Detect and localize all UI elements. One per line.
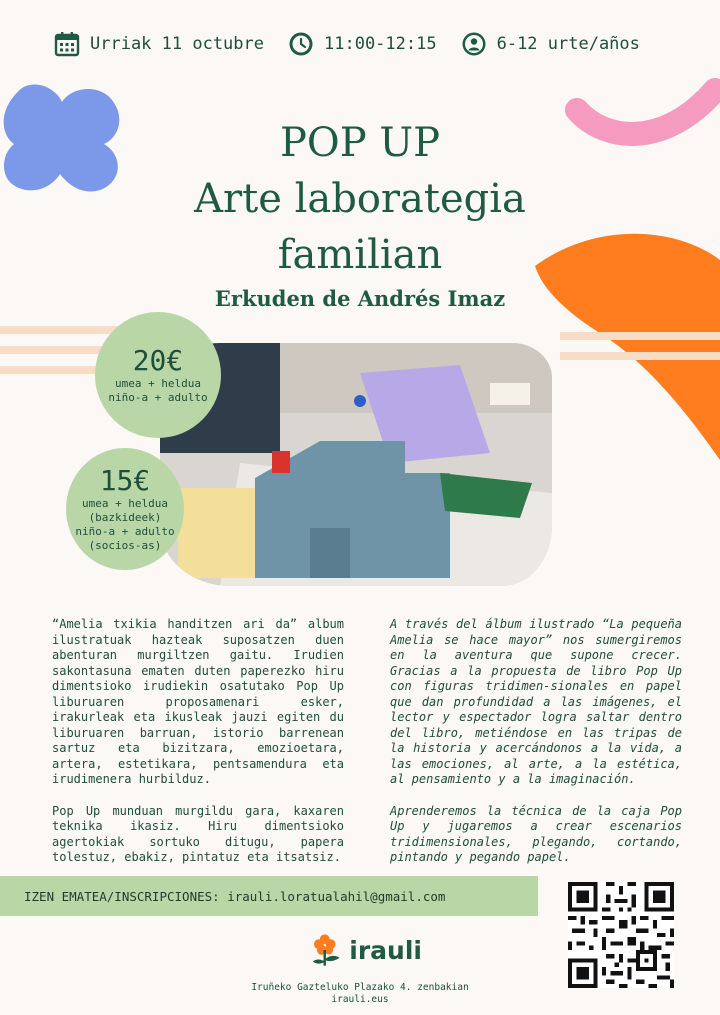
website-line: irauli.eus — [331, 994, 389, 1005]
price-line: umea + heldua — [114, 377, 202, 390]
paragraph: Aprenderemos la técnica de la caja Pop Up y jugaremos a crear escenarios tridimensionales, plegando, cortando, pintando y pegando papel. — [390, 803, 682, 864]
title-line-2: Arte laborategia — [194, 176, 526, 222]
event-info-row — [54, 28, 674, 60]
age-info — [461, 31, 640, 57]
title-line-3: familian — [277, 232, 443, 278]
time-text: 11:00-12:15 — [324, 34, 437, 54]
price-circle-members — [66, 448, 184, 570]
date-text: Urriak 11 octubre — [90, 34, 264, 54]
date-info — [54, 31, 264, 57]
event-title — [110, 115, 610, 283]
time-info — [288, 31, 437, 57]
calendar-icon — [54, 31, 80, 57]
peach-stripes-right — [560, 322, 720, 382]
price-line: niño-a + adulto — [75, 525, 175, 538]
price-line: niño-a + adulto — [108, 391, 208, 404]
irauli-logo — [312, 930, 422, 970]
price-circle-standard — [95, 312, 221, 438]
title-line-1: POP UP — [280, 120, 440, 166]
paragraph: Pop Up munduan murgildu gara, kaxaren teknika ikasiz. Hiru dimentsioko agertokiak sortuko ditugu, papera tolestuz, ebakiz, pintatuz eta itsatsiz. — [52, 803, 344, 864]
age-text: 6-12 urte/años — [496, 34, 640, 54]
description-basque — [52, 617, 344, 882]
flower-logo-icon — [312, 932, 347, 968]
logo-text: irauli — [349, 935, 422, 965]
paragraph: “Amelia txikia handitzen ari da” album ilustratuak hazteak suposatzen duen abenturan murgiltzen gaitu. Irudien sakontasuna ematen duten paperezko hiru dimentsioko irudiekin osatutako Pop Up liburuaren proposamenari esker, irakurleak eta ikusleak jauzi egiten du liburuaren barruan, istorio barrenean sartuz eta bizitzara, emozioetara, artera, estetikara, pentsamendura eta irudimenera hurbilduz. — [52, 617, 344, 786]
registration-bar — [0, 876, 538, 916]
user-icon — [461, 31, 487, 57]
price-line: (bazkideek) — [88, 511, 162, 524]
description-spanish — [390, 617, 682, 882]
qr-code[interactable] — [568, 882, 674, 988]
price-line: (socios-as) — [88, 539, 162, 552]
price-amount: 20€ — [132, 344, 184, 377]
price-line: umea + heldua — [81, 497, 169, 510]
registration-text: IZEN EMATEA/INSCRIPCIONES: irauli.loratualahil@gmail.com — [24, 888, 446, 904]
address-block — [150, 982, 570, 1006]
clock-icon — [288, 31, 314, 57]
price-amount: 15€ — [99, 464, 151, 497]
author-name: Erkuden de Andrés Imaz — [214, 286, 506, 311]
paragraph: A través del álbum ilustrado “La pequeña Amelia se hace mayor” nos sumergiremos en la aventura que supone crecer. Gracias a la propuesta de libro Pop Up con figuras tridimen-sionales en papel que dan profundidad a las imágenes, el lector y espectador logra saltar dentro del libro, metiéndose en las tripas de la historia y acercándonos a la vida, a las emociones, al arte, a la estética, al pensamiento y a la imaginación. — [390, 617, 682, 786]
address-line: Iruñeko Gazteluko Plazako 4. zenbakian — [251, 982, 469, 993]
